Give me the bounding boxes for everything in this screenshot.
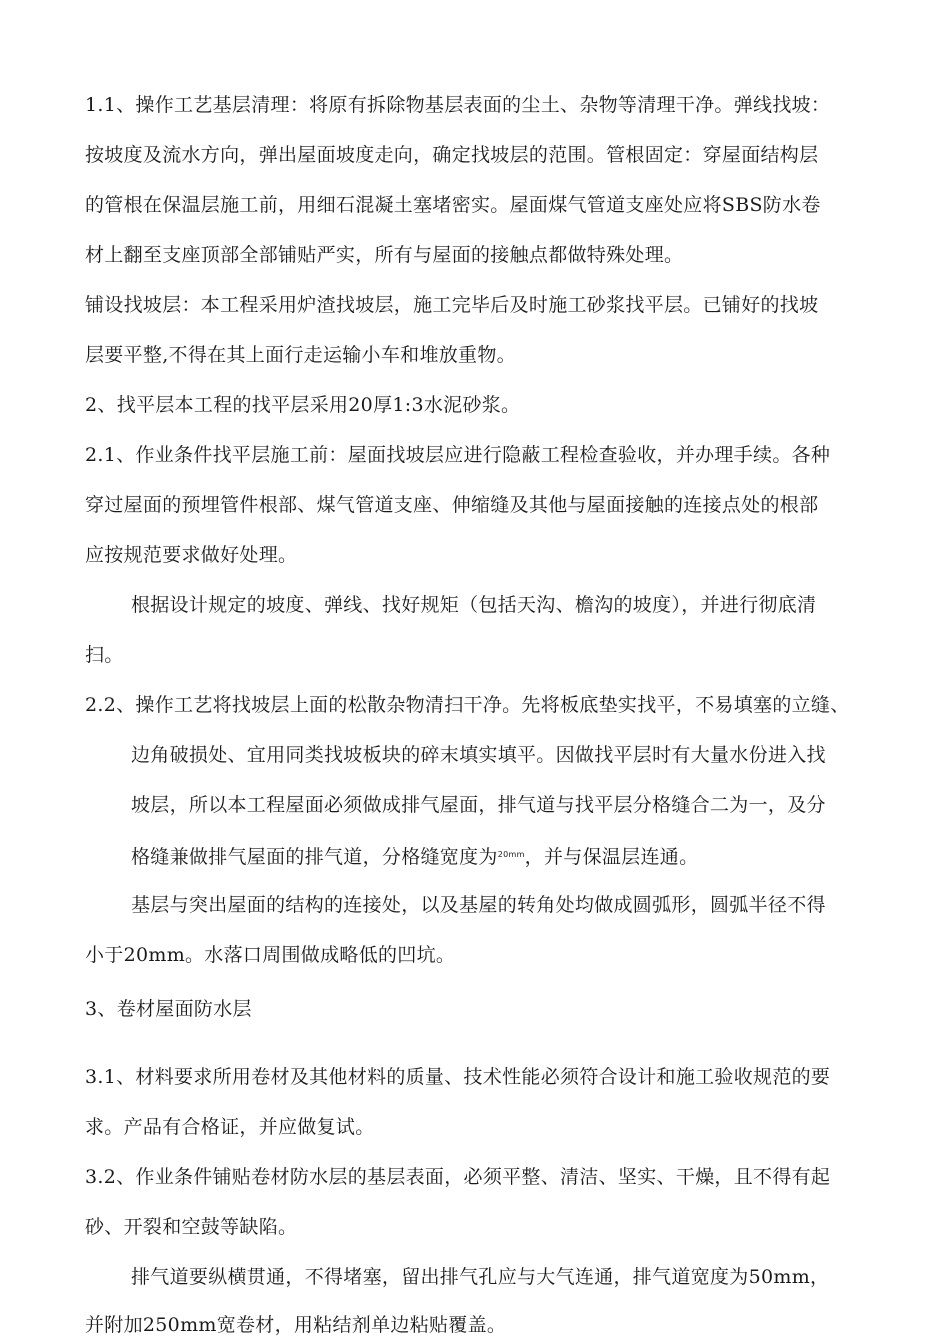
para-line: 3.2、作业条件铺贴卷材防水层的基层表面，必须平整、清洁、坚实、干燥，且不得有起: [85, 1166, 831, 1188]
para-line: 2.1、作业条件找平层施工前：屋面找坡层应进行隐蔽工程检查验收，并办理手续。各种: [85, 444, 831, 466]
para-line: 求。产品有合格证，并应做复试。: [85, 1116, 375, 1138]
para-line: 穿过屋面的预埋管件根部、煤气管道支座、伸缩缝及其他与屋面接触的连接点处的根部: [85, 494, 819, 516]
para-line: 扫。: [85, 644, 124, 666]
para-line: [131, 841, 698, 871]
para-line: 材上翻至支座顶部全部铺贴严实，所有与屋面的接触点都做特殊处理。: [85, 244, 684, 266]
small-dimension: 20mm: [497, 850, 525, 859]
para-line: 砂、开裂和空鼓等缺陷。: [85, 1216, 298, 1238]
para-line: 边角破损处、宜用同类找坡板块的碎末填实填平。因做找平层时有大量水份进入找: [131, 744, 826, 766]
para-line: 根据设计规定的坡度、弹线、找好规矩（包括天沟、檐沟的坡度），并进行彻底清: [131, 594, 817, 616]
para-line: 1.1、操作工艺基层清理：将原有拆除物基层表面的尘土、杂物等清理干净。弹线找坡：: [85, 94, 831, 116]
para-line: 坡层，所以本工程屋面必须做成排气屋面，排气道与找平层分格缝合二为一，及分: [131, 794, 826, 816]
para-text: 格缝兼做排气屋面的排气道，分格缝宽度为: [131, 846, 498, 868]
para-line: 2.2、操作工艺将找坡层上面的松散杂物清扫干净。先将板底垫实找平，不易填塞的立缝、: [85, 694, 850, 716]
para-line: 的管根在保温层施工前，用细石混凝土塞堵密实。屋面煤气管道支座处应将SBS防水卷: [85, 194, 821, 216]
para-text: ，并与保温层连通。: [524, 846, 699, 868]
para-line: 应按规范要求做好处理。: [85, 544, 298, 566]
para-line: 基层与突出屋面的结构的连接处，以及基屋的转角处均做成圆弧形，圆弧半径不得: [131, 894, 826, 916]
para-line: 3.1、材料要求所用卷材及其他材料的质量、技术性能必须符合设计和施工验收规范的要: [85, 1066, 831, 1088]
para-line: 并附加250mm宽卷材，用粘结剂单边粘贴覆盖。: [85, 1314, 507, 1336]
para-line: 铺设找坡层：本工程采用炉渣找坡层，施工完毕后及时施工砂浆找平层。已铺好的找坡: [85, 294, 819, 316]
para-line: 按坡度及流水方向，弹出屋面坡度走向，确定找坡层的范围。管根固定：穿屋面结构层: [85, 144, 819, 166]
para-line: 排气道要纵横贯通，不得堵塞，留出排气孔应与大气连通，排气道宽度为50mm，: [131, 1266, 830, 1288]
section-heading: 3、卷材屋面防水层: [85, 998, 252, 1020]
section-heading: 2、找平层本工程的找平层采用20厚1:3水泥砂浆。: [85, 394, 521, 416]
para-line: 小于20mm。水落口周围做成略低的凹坑。: [85, 944, 456, 966]
para-line: 层要平整,不得在其上面行走运输小车和堆放重物。: [85, 344, 516, 366]
